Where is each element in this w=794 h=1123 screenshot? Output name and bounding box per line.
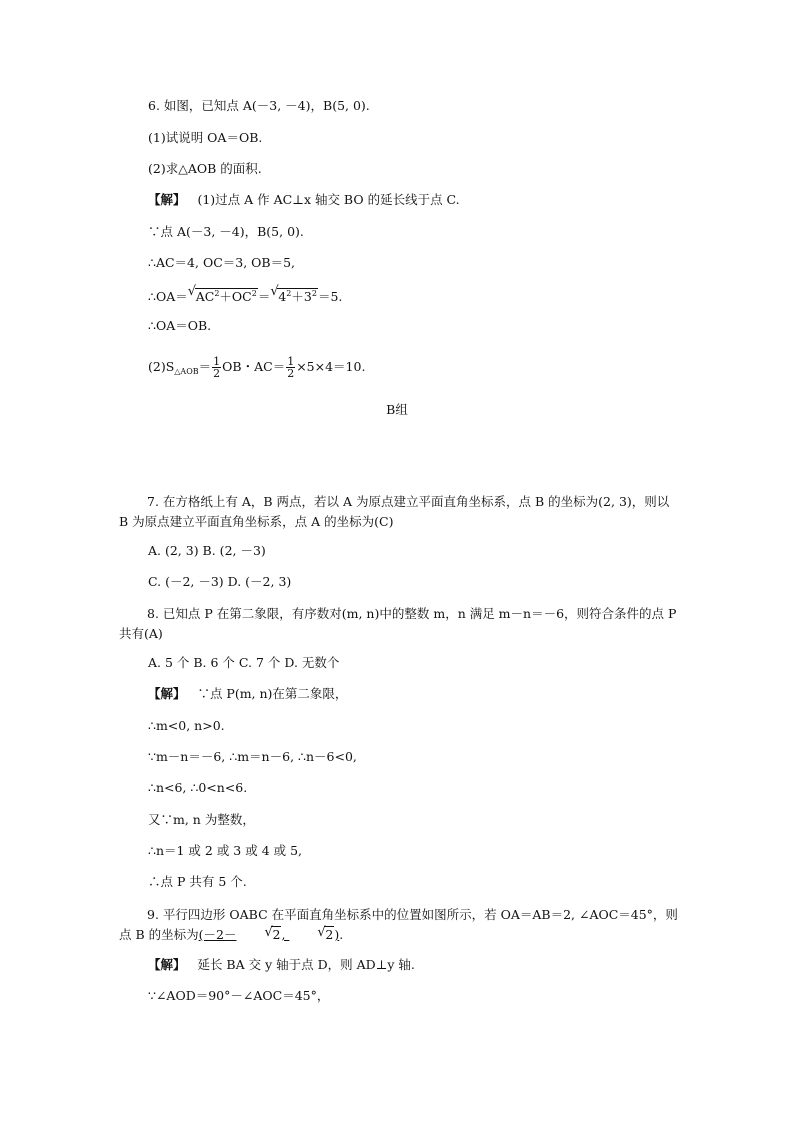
q6-solution-4: [148, 286, 342, 305]
q6-part1: (1)试说明 OA＝OB.: [148, 130, 263, 145]
q9-stem-text: 9. 平行四边形 OABC 在平面直角坐标系中的位置如图所示，若 OA＝AB＝2, ∠AOC＝45°，则点 B 的坐标为: [119, 907, 678, 942]
q6-sol6-tail: ×5×4＝10.: [296, 359, 366, 374]
q9-sol-line1: 延长 BA 交 y 轴于点 D，则 AD⊥y 轴.: [197, 957, 415, 972]
q6-part2: (2)求△AOB 的面积.: [148, 161, 262, 176]
q9-answer: (－2－ √ 2, √ 2): [199, 927, 340, 942]
solution-tag: 【解】: [148, 192, 186, 207]
exponent: 2: [214, 289, 220, 298]
solution-tag: 【解】: [148, 957, 186, 972]
sqrt-term-oc: ＋OC: [219, 289, 252, 304]
q8-solution-5: 又∵m, n 为整数，: [148, 812, 255, 827]
sqrt-term-ac: AC: [195, 289, 215, 304]
q8-stem: 8. 已知点 P 在第二象限，有序数对(m, n)中的整数 m，n 满足 m－n＝－6，则符合条件的点 P 共有(A): [119, 606, 677, 641]
q8-solution-7: ∴点 P 共有 5 个.: [148, 874, 247, 889]
area-symbol: (2)S: [148, 359, 175, 374]
q9-stem: [119, 905, 679, 945]
q9-solution-1: [148, 957, 415, 973]
q6-sol4-tail: ＝5.: [317, 289, 343, 304]
exponent: 2: [251, 289, 257, 298]
q8-sol-line1: ∵点 P(m, n)在第二象限，: [197, 686, 348, 701]
area-subscript: △AOB: [174, 367, 199, 376]
q8-solution-6: ∴n＝1 或 2 或 3 或 4 或 5,: [148, 843, 303, 858]
sqrt-term-3: ＋3: [291, 289, 312, 304]
q9-solution-2: ∵∠AOD＝90°－∠AOC＝45°，: [148, 988, 330, 1003]
exponent: 2: [311, 289, 317, 298]
group-b-heading: B组: [386, 402, 408, 417]
q6-sol-line1: (1)过点 A 作 AC⊥x 轴交 BO 的延长线于点 C.: [197, 192, 460, 207]
sqrt-4-3: √ $4^2+3^2$: [270, 284, 317, 304]
q6-sol6-mid: OB・AC＝: [222, 359, 286, 374]
q6-solution-6: [148, 356, 365, 380]
q6-solution-3: ∴AC＝4, OC＝3, OB＝5,: [148, 255, 296, 270]
q8-solution-3: ∵m－n＝－6, ∴m＝n－6, ∴n－6<0,: [148, 749, 357, 764]
equals: ＝: [198, 359, 212, 374]
q7-stem: 7. 在方格纸上有 A，B 两点，若以 A 为原点建立平面直角坐标系，点 B 的坐标为(2, 3)，则以 B 为原点建立平面直角坐标系，点 A 的坐标为(C): [119, 494, 670, 529]
q7-options-ab: A. (2, 3) B. (2, －3): [148, 543, 266, 558]
sqrt-2: √ 2: [317, 925, 334, 942]
sqrt-ac-oc: √ $AC^2+OC^2$: [187, 284, 257, 304]
q6-solution-5: ∴OA＝OB.: [148, 318, 212, 333]
q9-stem-end: .: [339, 927, 344, 942]
exponent: 2: [286, 289, 292, 298]
solution-tag: 【解】: [148, 686, 186, 701]
sqrt-2: √ 2: [264, 925, 281, 942]
fraction-half: $\frac{1}{2}$: [213, 355, 221, 380]
q6-solution-1: [148, 192, 460, 208]
q8-solution-4: ∴n<6, ∴0<n<6.: [148, 780, 248, 795]
equals: ＝: [257, 289, 271, 304]
q7-options-cd: C. (－2, －3) D. (－2, 3): [148, 574, 292, 589]
fraction-half: $\frac{1}{2}$: [287, 355, 295, 380]
q6-solution-2: ∵点 A(－3, －4)，B(5, 0).: [148, 224, 304, 239]
q8-solution-2: ∴m<0, n>0.: [148, 718, 225, 733]
sqrt-term-4: 4: [278, 289, 287, 304]
q8-options: A. 5 个 B. 6 个 C. 7 个 D. 无数个: [148, 655, 340, 670]
q6-stem: 6. 如图，已知点 A(－3, －4)，B(5, 0).: [148, 98, 370, 113]
q8-solution-1: [148, 686, 347, 702]
q6-sol4-prefix: ∴OA＝: [148, 289, 188, 304]
